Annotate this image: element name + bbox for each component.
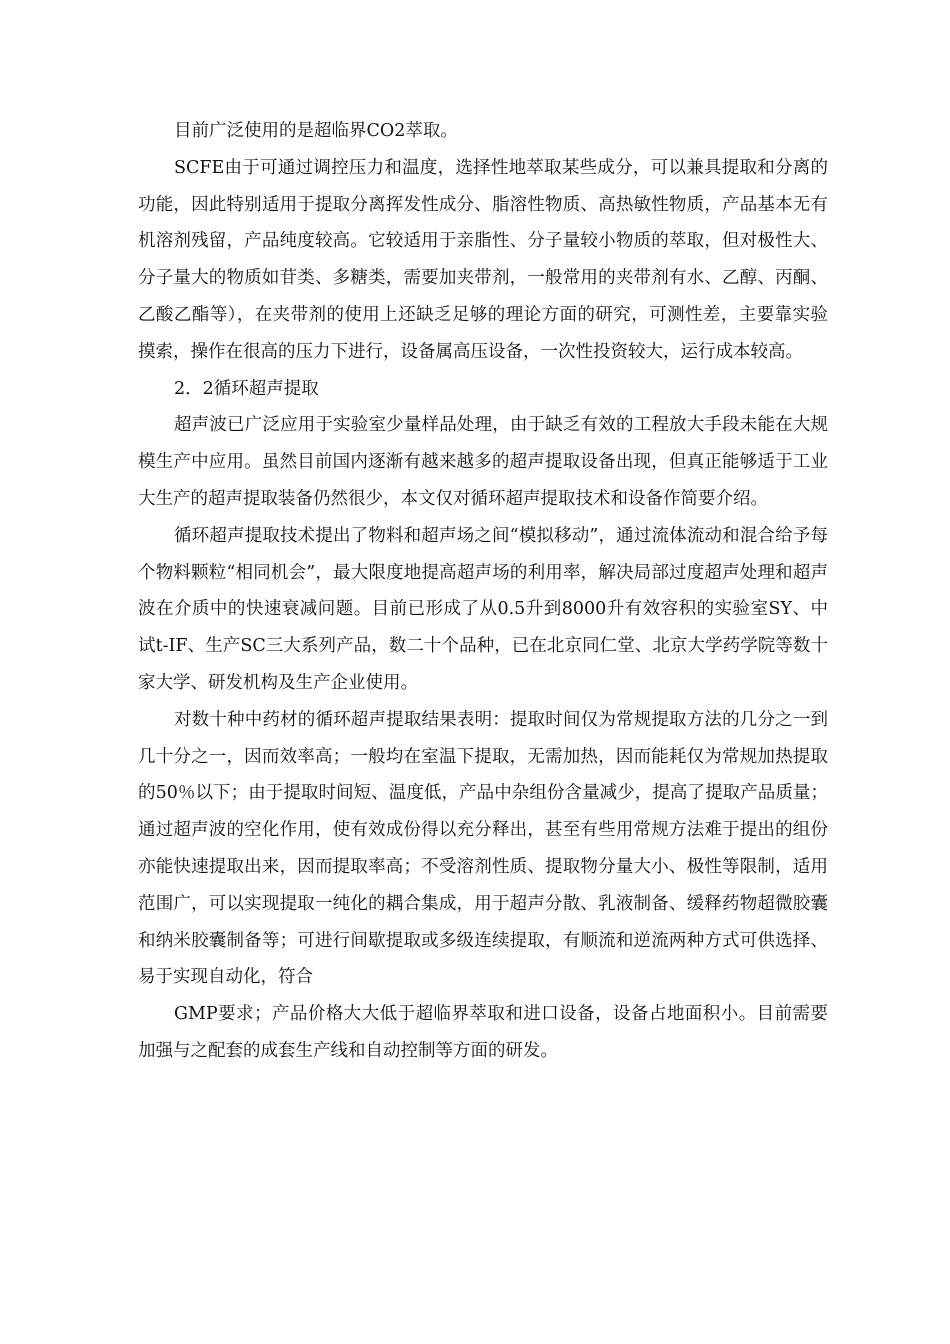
paragraph-supercritical-co2: 目前广泛使用的是超临界CO2萃取。: [174, 121, 458, 141]
paragraph-gmp-requirements: GMP要求；产品价格大大低于超临界萃取和进口设备，设备占地面积小。目前需要加强与之配套的成套生产线和自动控制等方面的研发。: [138, 1004, 828, 1061]
paragraph-ultrasonic-technology: 循环超声提取技术提出了物料和超声场之间“模拟移动”，通过流体流动和混合给予每个物料颗粒“相同机会”，最大限度地提高超声场的利用率，解决局部过度超声处理和超声波在介质中的快速衰减问题。目前已形成了从0.5升到8000升有效容积的实验室SY、中试t-IF、生产SC三大系列产品，数二十个品种，已在北京同仁堂、北京大学药学院等数十家大学、研发机构及生产企业使用。: [138, 525, 828, 693]
paragraph-ultrasonic-intro: 超声波已广泛应用于实验室少量样品处理，由于缺乏有效的工程放大手段未能在大规模生产中应用。虽然目前国内逐渐有越来越多的超声提取设备出现，但真正能够适于工业大生产的超声提取装备仍然很少，本文仅对循环超声提取技术和设备作简要介绍。: [138, 415, 828, 509]
document-body: [138, 113, 828, 1070]
paragraph-ultrasonic-results: 对数十种中药材的循环超声提取结果表明：提取时间仅为常规提取方法的几分之一到几十分之一，因而效率高；一般均在室温下提取，无需加热，因而能耗仅为常规加热提取的50％以下；由于提取时间短、温度低，产品中杂组份含量减少，提高了提取产品质量；通过超声波的空化作用，使有效成份得以充分释出，甚至有些用常规方法难于提出的组份亦能快速提取出来，因而提取率高；不受溶剂性质、提取物分量大小、极性等限制，适用范围广，可以实现提取一纯化的耦合集成，用于超声分散、乳液制备、缓释药物超微胶囊和纳米胶囊制备等；可进行间歇提取或多级连续提取，有顺流和逆流两种方式可供选择、易于实现自动化，符合: [138, 709, 828, 988]
paragraph-scfe-description: SCFE由于可通过调控压力和温度，选择性地萃取某些成分，可以兼具提取和分离的功能，因此特别适用于提取分离挥发性成分、脂溶性物质、高热敏性物质，产品基本无有机溶剂残留，产品纯度较高。它较适用于亲脂性、分子量较小物质的萃取，但对极性大、分子量大的物质如苷类、多糖类，需要加夹带剂，一般常用的夹带剂有水、乙醇、丙酮、乙酸乙酯等），在夹带剂的使用上还缺乏足够的理论方面的研究，可测性差，主要靠实验摸索，操作在很高的压力下进行，设备属高压设备，一次性投资较大，运行成本较高。: [138, 157, 828, 362]
section-heading-circulating-ultrasonic: 2．2循环超声提取: [174, 378, 319, 399]
